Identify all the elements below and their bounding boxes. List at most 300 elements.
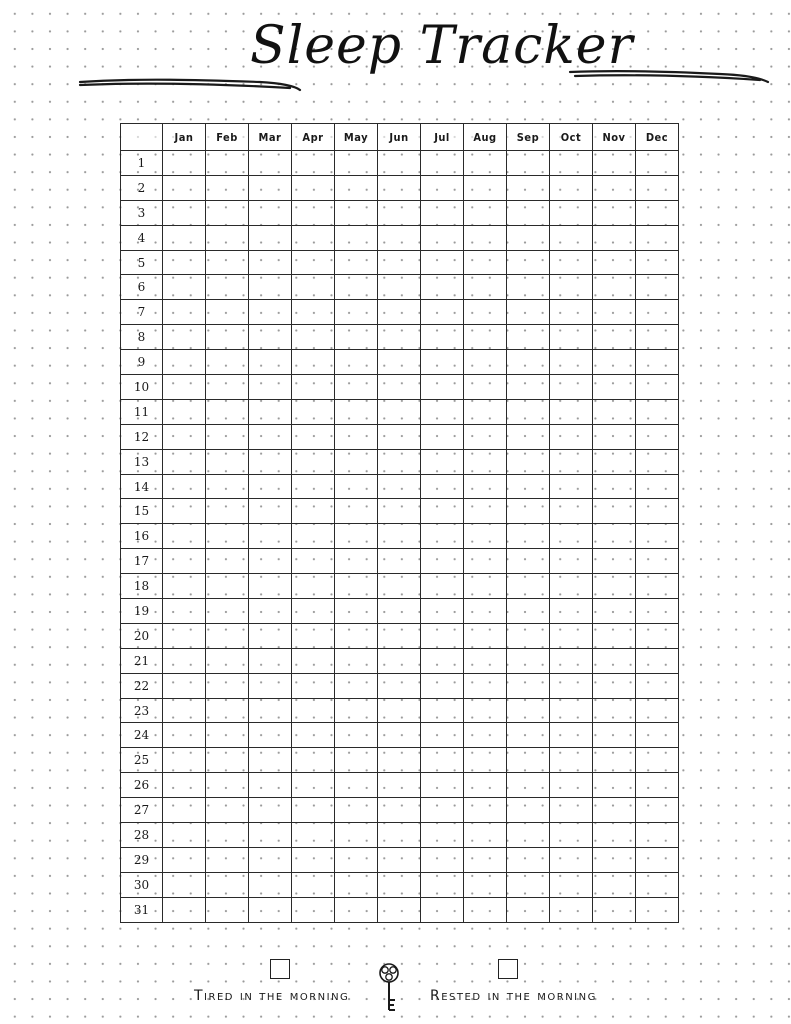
tracker-cell[interactable] xyxy=(636,300,679,325)
tracker-cell[interactable] xyxy=(292,350,335,375)
tracker-cell[interactable] xyxy=(292,200,335,225)
tracker-cell[interactable] xyxy=(378,474,421,499)
tracker-cell[interactable] xyxy=(421,524,464,549)
tracker-cell[interactable] xyxy=(464,847,507,872)
tracker-cell[interactable] xyxy=(206,325,249,350)
tracker-cell[interactable] xyxy=(507,773,550,798)
tracker-cell[interactable] xyxy=(421,574,464,599)
tracker-cell[interactable] xyxy=(335,897,378,922)
tracker-cell[interactable] xyxy=(507,250,550,275)
tracker-cell[interactable] xyxy=(636,798,679,823)
tracker-cell[interactable] xyxy=(249,424,292,449)
tracker-cell[interactable] xyxy=(464,798,507,823)
tracker-cell[interactable] xyxy=(378,175,421,200)
tracker-cell[interactable] xyxy=(550,474,593,499)
tracker-cell[interactable] xyxy=(206,847,249,872)
tracker-cell[interactable] xyxy=(163,250,206,275)
tracker-cell[interactable] xyxy=(163,599,206,624)
tracker-cell[interactable] xyxy=(507,872,550,897)
tracker-cell[interactable] xyxy=(421,474,464,499)
tracker-cell[interactable] xyxy=(292,574,335,599)
tracker-cell[interactable] xyxy=(206,623,249,648)
tired-checkbox[interactable] xyxy=(270,959,290,979)
tracker-cell[interactable] xyxy=(206,673,249,698)
tracker-cell[interactable] xyxy=(636,549,679,574)
tracker-cell[interactable] xyxy=(464,872,507,897)
tracker-cell[interactable] xyxy=(507,623,550,648)
tracker-cell[interactable] xyxy=(636,648,679,673)
tracker-cell[interactable] xyxy=(593,723,636,748)
tracker-cell[interactable] xyxy=(378,723,421,748)
tracker-cell[interactable] xyxy=(292,175,335,200)
tracker-cell[interactable] xyxy=(464,648,507,673)
tracker-cell[interactable] xyxy=(464,524,507,549)
tracker-cell[interactable] xyxy=(249,549,292,574)
tracker-cell[interactable] xyxy=(292,549,335,574)
tracker-cell[interactable] xyxy=(550,897,593,922)
tracker-cell[interactable] xyxy=(378,499,421,524)
tracker-cell[interactable] xyxy=(550,250,593,275)
tracker-cell[interactable] xyxy=(464,225,507,250)
tracker-cell[interactable] xyxy=(464,200,507,225)
tracker-cell[interactable] xyxy=(636,424,679,449)
tracker-cell[interactable] xyxy=(206,225,249,250)
tracker-cell[interactable] xyxy=(335,151,378,176)
tracker-cell[interactable] xyxy=(550,325,593,350)
tracker-cell[interactable] xyxy=(550,200,593,225)
tracker-cell[interactable] xyxy=(292,499,335,524)
tracker-cell[interactable] xyxy=(421,250,464,275)
tracker-cell[interactable] xyxy=(249,623,292,648)
tracker-cell[interactable] xyxy=(206,375,249,400)
tracker-cell[interactable] xyxy=(206,175,249,200)
tracker-cell[interactable] xyxy=(249,399,292,424)
tracker-cell[interactable] xyxy=(249,673,292,698)
tracker-cell[interactable] xyxy=(163,399,206,424)
tracker-cell[interactable] xyxy=(507,424,550,449)
tracker-cell[interactable] xyxy=(593,698,636,723)
tracker-cell[interactable] xyxy=(636,499,679,524)
tracker-cell[interactable] xyxy=(206,399,249,424)
tracker-cell[interactable] xyxy=(593,524,636,549)
tracker-cell[interactable] xyxy=(593,599,636,624)
tracker-cell[interactable] xyxy=(335,325,378,350)
tracker-cell[interactable] xyxy=(163,375,206,400)
tracker-cell[interactable] xyxy=(335,225,378,250)
tracker-cell[interactable] xyxy=(163,325,206,350)
tracker-cell[interactable] xyxy=(335,300,378,325)
tracker-cell[interactable] xyxy=(378,872,421,897)
tracker-cell[interactable] xyxy=(636,599,679,624)
tracker-cell[interactable] xyxy=(421,151,464,176)
tracker-cell[interactable] xyxy=(507,599,550,624)
tracker-cell[interactable] xyxy=(636,723,679,748)
tracker-cell[interactable] xyxy=(249,375,292,400)
tracker-cell[interactable] xyxy=(163,574,206,599)
tracker-cell[interactable] xyxy=(378,748,421,773)
tracker-cell[interactable] xyxy=(421,773,464,798)
tracker-cell[interactable] xyxy=(249,723,292,748)
tracker-cell[interactable] xyxy=(292,698,335,723)
tracker-cell[interactable] xyxy=(507,524,550,549)
tracker-cell[interactable] xyxy=(421,325,464,350)
tracker-cell[interactable] xyxy=(507,300,550,325)
tracker-cell[interactable] xyxy=(464,300,507,325)
tracker-cell[interactable] xyxy=(335,175,378,200)
tracker-cell[interactable] xyxy=(421,823,464,848)
tracker-cell[interactable] xyxy=(507,798,550,823)
tracker-cell[interactable] xyxy=(206,599,249,624)
tracker-cell[interactable] xyxy=(421,399,464,424)
tracker-cell[interactable] xyxy=(507,399,550,424)
tracker-cell[interactable] xyxy=(206,474,249,499)
tracker-cell[interactable] xyxy=(593,424,636,449)
tracker-cell[interactable] xyxy=(636,698,679,723)
tracker-cell[interactable] xyxy=(378,798,421,823)
tracker-cell[interactable] xyxy=(335,847,378,872)
tracker-cell[interactable] xyxy=(206,524,249,549)
tracker-cell[interactable] xyxy=(636,250,679,275)
tracker-cell[interactable] xyxy=(292,748,335,773)
tracker-cell[interactable] xyxy=(507,574,550,599)
tracker-cell[interactable] xyxy=(378,200,421,225)
tracker-cell[interactable] xyxy=(292,623,335,648)
tracker-cell[interactable] xyxy=(206,200,249,225)
tracker-cell[interactable] xyxy=(421,723,464,748)
tracker-cell[interactable] xyxy=(163,200,206,225)
tracker-cell[interactable] xyxy=(292,773,335,798)
tracker-cell[interactable] xyxy=(593,275,636,300)
tracker-cell[interactable] xyxy=(507,847,550,872)
tracker-cell[interactable] xyxy=(550,499,593,524)
tracker-cell[interactable] xyxy=(206,698,249,723)
tracker-cell[interactable] xyxy=(550,424,593,449)
tracker-cell[interactable] xyxy=(335,399,378,424)
tracker-cell[interactable] xyxy=(464,499,507,524)
tracker-cell[interactable] xyxy=(593,574,636,599)
tracker-cell[interactable] xyxy=(550,748,593,773)
tracker-cell[interactable] xyxy=(464,250,507,275)
tracker-cell[interactable] xyxy=(593,897,636,922)
tracker-cell[interactable] xyxy=(206,499,249,524)
tracker-cell[interactable] xyxy=(550,872,593,897)
tracker-cell[interactable] xyxy=(249,823,292,848)
tracker-cell[interactable] xyxy=(163,225,206,250)
tracker-cell[interactable] xyxy=(163,798,206,823)
tracker-cell[interactable] xyxy=(507,175,550,200)
tracker-cell[interactable] xyxy=(593,648,636,673)
tracker-cell[interactable] xyxy=(249,698,292,723)
tracker-cell[interactable] xyxy=(206,424,249,449)
tracker-cell[interactable] xyxy=(249,325,292,350)
tracker-cell[interactable] xyxy=(636,673,679,698)
tracker-cell[interactable] xyxy=(593,175,636,200)
tracker-cell[interactable] xyxy=(636,524,679,549)
tracker-cell[interactable] xyxy=(335,200,378,225)
tracker-cell[interactable] xyxy=(636,623,679,648)
tracker-cell[interactable] xyxy=(464,623,507,648)
tracker-cell[interactable] xyxy=(206,574,249,599)
tracker-cell[interactable] xyxy=(593,325,636,350)
tracker-cell[interactable] xyxy=(163,773,206,798)
tracker-cell[interactable] xyxy=(507,350,550,375)
tracker-cell[interactable] xyxy=(206,823,249,848)
tracker-cell[interactable] xyxy=(292,847,335,872)
tracker-cell[interactable] xyxy=(163,723,206,748)
tracker-cell[interactable] xyxy=(292,648,335,673)
tracker-cell[interactable] xyxy=(335,723,378,748)
tracker-cell[interactable] xyxy=(593,798,636,823)
tracker-cell[interactable] xyxy=(206,300,249,325)
tracker-cell[interactable] xyxy=(636,474,679,499)
tracker-cell[interactable] xyxy=(163,424,206,449)
tracker-cell[interactable] xyxy=(593,151,636,176)
tracker-cell[interactable] xyxy=(507,325,550,350)
tracker-cell[interactable] xyxy=(378,399,421,424)
tracker-cell[interactable] xyxy=(593,300,636,325)
tracker-cell[interactable] xyxy=(378,375,421,400)
tracker-cell[interactable] xyxy=(249,275,292,300)
tracker-cell[interactable] xyxy=(507,499,550,524)
tracker-cell[interactable] xyxy=(593,748,636,773)
tracker-cell[interactable] xyxy=(163,524,206,549)
tracker-cell[interactable] xyxy=(163,474,206,499)
tracker-cell[interactable] xyxy=(421,798,464,823)
tracker-cell[interactable] xyxy=(550,599,593,624)
tracker-cell[interactable] xyxy=(507,151,550,176)
tracker-cell[interactable] xyxy=(249,300,292,325)
tracker-cell[interactable] xyxy=(507,698,550,723)
tracker-cell[interactable] xyxy=(335,275,378,300)
tracker-cell[interactable] xyxy=(335,823,378,848)
tracker-cell[interactable] xyxy=(206,872,249,897)
tracker-cell[interactable] xyxy=(550,350,593,375)
tracker-cell[interactable] xyxy=(421,375,464,400)
tracker-cell[interactable] xyxy=(378,698,421,723)
tracker-cell[interactable] xyxy=(292,275,335,300)
tracker-cell[interactable] xyxy=(636,449,679,474)
tracker-cell[interactable] xyxy=(421,673,464,698)
tracker-cell[interactable] xyxy=(550,823,593,848)
tracker-cell[interactable] xyxy=(163,499,206,524)
tracker-cell[interactable] xyxy=(550,175,593,200)
tracker-cell[interactable] xyxy=(378,225,421,250)
tracker-cell[interactable] xyxy=(249,225,292,250)
tracker-cell[interactable] xyxy=(378,574,421,599)
tracker-cell[interactable] xyxy=(421,300,464,325)
tracker-cell[interactable] xyxy=(335,424,378,449)
tracker-cell[interactable] xyxy=(335,549,378,574)
tracker-cell[interactable] xyxy=(464,673,507,698)
tracker-cell[interactable] xyxy=(335,499,378,524)
tracker-cell[interactable] xyxy=(507,723,550,748)
tracker-cell[interactable] xyxy=(335,250,378,275)
tracker-cell[interactable] xyxy=(464,325,507,350)
tracker-cell[interactable] xyxy=(378,623,421,648)
tracker-cell[interactable] xyxy=(507,897,550,922)
tracker-cell[interactable] xyxy=(206,773,249,798)
tracker-cell[interactable] xyxy=(163,872,206,897)
tracker-cell[interactable] xyxy=(163,350,206,375)
tracker-cell[interactable] xyxy=(163,623,206,648)
tracker-cell[interactable] xyxy=(507,474,550,499)
tracker-cell[interactable] xyxy=(421,623,464,648)
tracker-cell[interactable] xyxy=(636,175,679,200)
tracker-cell[interactable] xyxy=(550,847,593,872)
tracker-cell[interactable] xyxy=(593,449,636,474)
tracker-cell[interactable] xyxy=(593,474,636,499)
tracker-cell[interactable] xyxy=(292,325,335,350)
tracker-cell[interactable] xyxy=(636,399,679,424)
tracker-cell[interactable] xyxy=(378,823,421,848)
tracker-cell[interactable] xyxy=(464,375,507,400)
tracker-cell[interactable] xyxy=(421,275,464,300)
tracker-cell[interactable] xyxy=(421,748,464,773)
tracker-cell[interactable] xyxy=(292,872,335,897)
tracker-cell[interactable] xyxy=(464,549,507,574)
tracker-cell[interactable] xyxy=(378,424,421,449)
tracker-cell[interactable] xyxy=(163,847,206,872)
rested-checkbox[interactable] xyxy=(498,959,518,979)
tracker-cell[interactable] xyxy=(593,375,636,400)
tracker-cell[interactable] xyxy=(378,275,421,300)
tracker-cell[interactable] xyxy=(206,549,249,574)
tracker-cell[interactable] xyxy=(464,823,507,848)
tracker-cell[interactable] xyxy=(249,350,292,375)
tracker-cell[interactable] xyxy=(550,623,593,648)
tracker-cell[interactable] xyxy=(163,275,206,300)
tracker-cell[interactable] xyxy=(249,175,292,200)
tracker-cell[interactable] xyxy=(163,549,206,574)
tracker-cell[interactable] xyxy=(593,399,636,424)
tracker-cell[interactable] xyxy=(421,175,464,200)
tracker-cell[interactable] xyxy=(636,847,679,872)
tracker-cell[interactable] xyxy=(550,375,593,400)
tracker-cell[interactable] xyxy=(464,350,507,375)
tracker-cell[interactable] xyxy=(163,300,206,325)
tracker-cell[interactable] xyxy=(335,474,378,499)
tracker-cell[interactable] xyxy=(292,474,335,499)
tracker-cell[interactable] xyxy=(421,225,464,250)
tracker-cell[interactable] xyxy=(378,549,421,574)
tracker-cell[interactable] xyxy=(464,599,507,624)
tracker-cell[interactable] xyxy=(335,524,378,549)
tracker-cell[interactable] xyxy=(292,449,335,474)
tracker-cell[interactable] xyxy=(636,897,679,922)
tracker-cell[interactable] xyxy=(507,748,550,773)
tracker-cell[interactable] xyxy=(249,773,292,798)
tracker-cell[interactable] xyxy=(335,773,378,798)
tracker-cell[interactable] xyxy=(292,300,335,325)
tracker-cell[interactable] xyxy=(292,424,335,449)
tracker-cell[interactable] xyxy=(636,574,679,599)
tracker-cell[interactable] xyxy=(593,350,636,375)
tracker-cell[interactable] xyxy=(593,549,636,574)
tracker-cell[interactable] xyxy=(593,823,636,848)
tracker-cell[interactable] xyxy=(464,574,507,599)
tracker-cell[interactable] xyxy=(636,748,679,773)
tracker-cell[interactable] xyxy=(421,847,464,872)
tracker-cell[interactable] xyxy=(636,151,679,176)
tracker-cell[interactable] xyxy=(335,449,378,474)
tracker-cell[interactable] xyxy=(206,723,249,748)
tracker-cell[interactable] xyxy=(163,673,206,698)
tracker-cell[interactable] xyxy=(421,350,464,375)
tracker-cell[interactable] xyxy=(378,599,421,624)
tracker-cell[interactable] xyxy=(292,375,335,400)
tracker-cell[interactable] xyxy=(550,300,593,325)
tracker-cell[interactable] xyxy=(421,424,464,449)
tracker-cell[interactable] xyxy=(249,499,292,524)
tracker-cell[interactable] xyxy=(335,698,378,723)
tracker-cell[interactable] xyxy=(464,897,507,922)
tracker-cell[interactable] xyxy=(378,325,421,350)
tracker-cell[interactable] xyxy=(421,897,464,922)
tracker-cell[interactable] xyxy=(249,574,292,599)
tracker-cell[interactable] xyxy=(335,375,378,400)
tracker-cell[interactable] xyxy=(421,698,464,723)
tracker-cell[interactable] xyxy=(206,151,249,176)
tracker-cell[interactable] xyxy=(550,549,593,574)
tracker-cell[interactable] xyxy=(507,823,550,848)
tracker-cell[interactable] xyxy=(550,698,593,723)
tracker-cell[interactable] xyxy=(292,897,335,922)
tracker-cell[interactable] xyxy=(292,798,335,823)
tracker-cell[interactable] xyxy=(206,350,249,375)
tracker-cell[interactable] xyxy=(163,648,206,673)
tracker-cell[interactable] xyxy=(249,648,292,673)
tracker-cell[interactable] xyxy=(550,399,593,424)
tracker-cell[interactable] xyxy=(464,449,507,474)
tracker-cell[interactable] xyxy=(163,698,206,723)
tracker-cell[interactable] xyxy=(292,524,335,549)
tracker-cell[interactable] xyxy=(163,449,206,474)
tracker-cell[interactable] xyxy=(378,151,421,176)
tracker-cell[interactable] xyxy=(507,449,550,474)
tracker-cell[interactable] xyxy=(464,698,507,723)
tracker-cell[interactable] xyxy=(163,823,206,848)
tracker-cell[interactable] xyxy=(550,275,593,300)
tracker-cell[interactable] xyxy=(593,200,636,225)
tracker-cell[interactable] xyxy=(464,773,507,798)
tracker-cell[interactable] xyxy=(593,872,636,897)
tracker-cell[interactable] xyxy=(593,623,636,648)
tracker-cell[interactable] xyxy=(335,574,378,599)
tracker-cell[interactable] xyxy=(550,524,593,549)
tracker-cell[interactable] xyxy=(507,549,550,574)
tracker-cell[interactable] xyxy=(464,151,507,176)
tracker-cell[interactable] xyxy=(421,599,464,624)
tracker-cell[interactable] xyxy=(378,847,421,872)
tracker-cell[interactable] xyxy=(335,350,378,375)
tracker-cell[interactable] xyxy=(249,449,292,474)
tracker-cell[interactable] xyxy=(636,350,679,375)
tracker-cell[interactable] xyxy=(378,673,421,698)
tracker-cell[interactable] xyxy=(593,499,636,524)
tracker-cell[interactable] xyxy=(292,250,335,275)
tracker-cell[interactable] xyxy=(335,872,378,897)
tracker-cell[interactable] xyxy=(163,748,206,773)
tracker-cell[interactable] xyxy=(249,474,292,499)
tracker-cell[interactable] xyxy=(421,449,464,474)
tracker-cell[interactable] xyxy=(249,524,292,549)
tracker-cell[interactable] xyxy=(249,872,292,897)
tracker-cell[interactable] xyxy=(335,623,378,648)
tracker-cell[interactable] xyxy=(636,225,679,250)
tracker-cell[interactable] xyxy=(593,847,636,872)
tracker-cell[interactable] xyxy=(249,250,292,275)
tracker-cell[interactable] xyxy=(249,748,292,773)
